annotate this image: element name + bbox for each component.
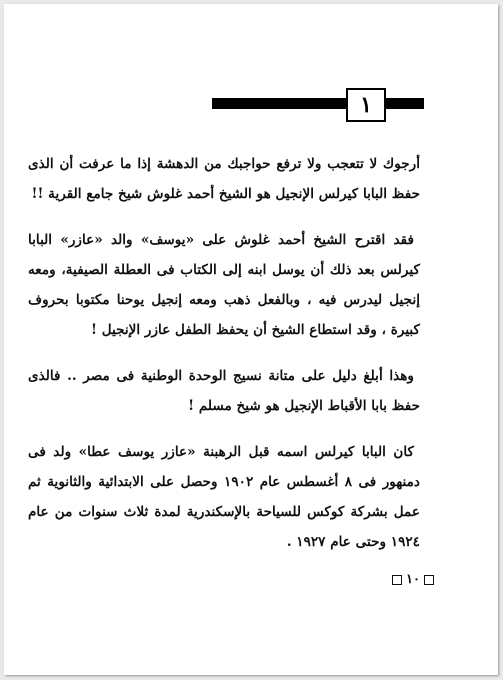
square-ornament-left [392, 575, 402, 585]
page-number: ١٠ [406, 572, 420, 587]
body-text [28, 149, 420, 573]
chapter-header [212, 88, 424, 120]
square-ornament-right [424, 575, 434, 585]
paragraph-1: أرجوك لا تتعجب ولا ترفع حواجبك من الدهشة إذا ما عرفت أن الذى حفظ البابا كيرلس الإنجيل هو الشيخ أحمد غلوش شيخ جامع القرية !! [28, 156, 420, 202]
paragraph-3: وهذا أبلغ دليل على متانة نسيج الوحدة الوطنية فى مصر .. فالذى حفظ بابا الأقباط الإنجيل هو شيخ مسلم ! [28, 368, 420, 414]
paragraph-2: فقد اقترح الشيخ أحمد غلوش على «يوسف» والد «عازر» البابا كيرلس بعد ذلك أن يوسل ابنه إلى الكتاب فى العطلة الصيفية، ومعه إنجيل ليدرس فيه ، وبالفعل ذهب ومعه إنجيل يوحنا مكتوبا بحروف كبيرة ، وقد استطاع الشيخ أن يحفظ الطفل عازر الإنجيل ! [28, 232, 420, 338]
header-rule-right [386, 98, 424, 109]
page-footer [374, 572, 434, 587]
book-page [4, 4, 498, 675]
header-rule-left [212, 98, 346, 109]
paragraph-4: كان البابا كيرلس اسمه قبل الرهبنة «عازر يوسف عطا» ولد فى دمنهور فى ٨ أغسطس عام ١٩٠٢ وحصل على الابتدائية والثانوية ثم عمل بشركة كوكس للسياحة بالإسكندرية لمدة ثلاث سنوات من عام ١٩٢٤ وحتى عام ١٩٢٧ . [28, 444, 420, 550]
chapter-number: ١ [346, 88, 386, 122]
